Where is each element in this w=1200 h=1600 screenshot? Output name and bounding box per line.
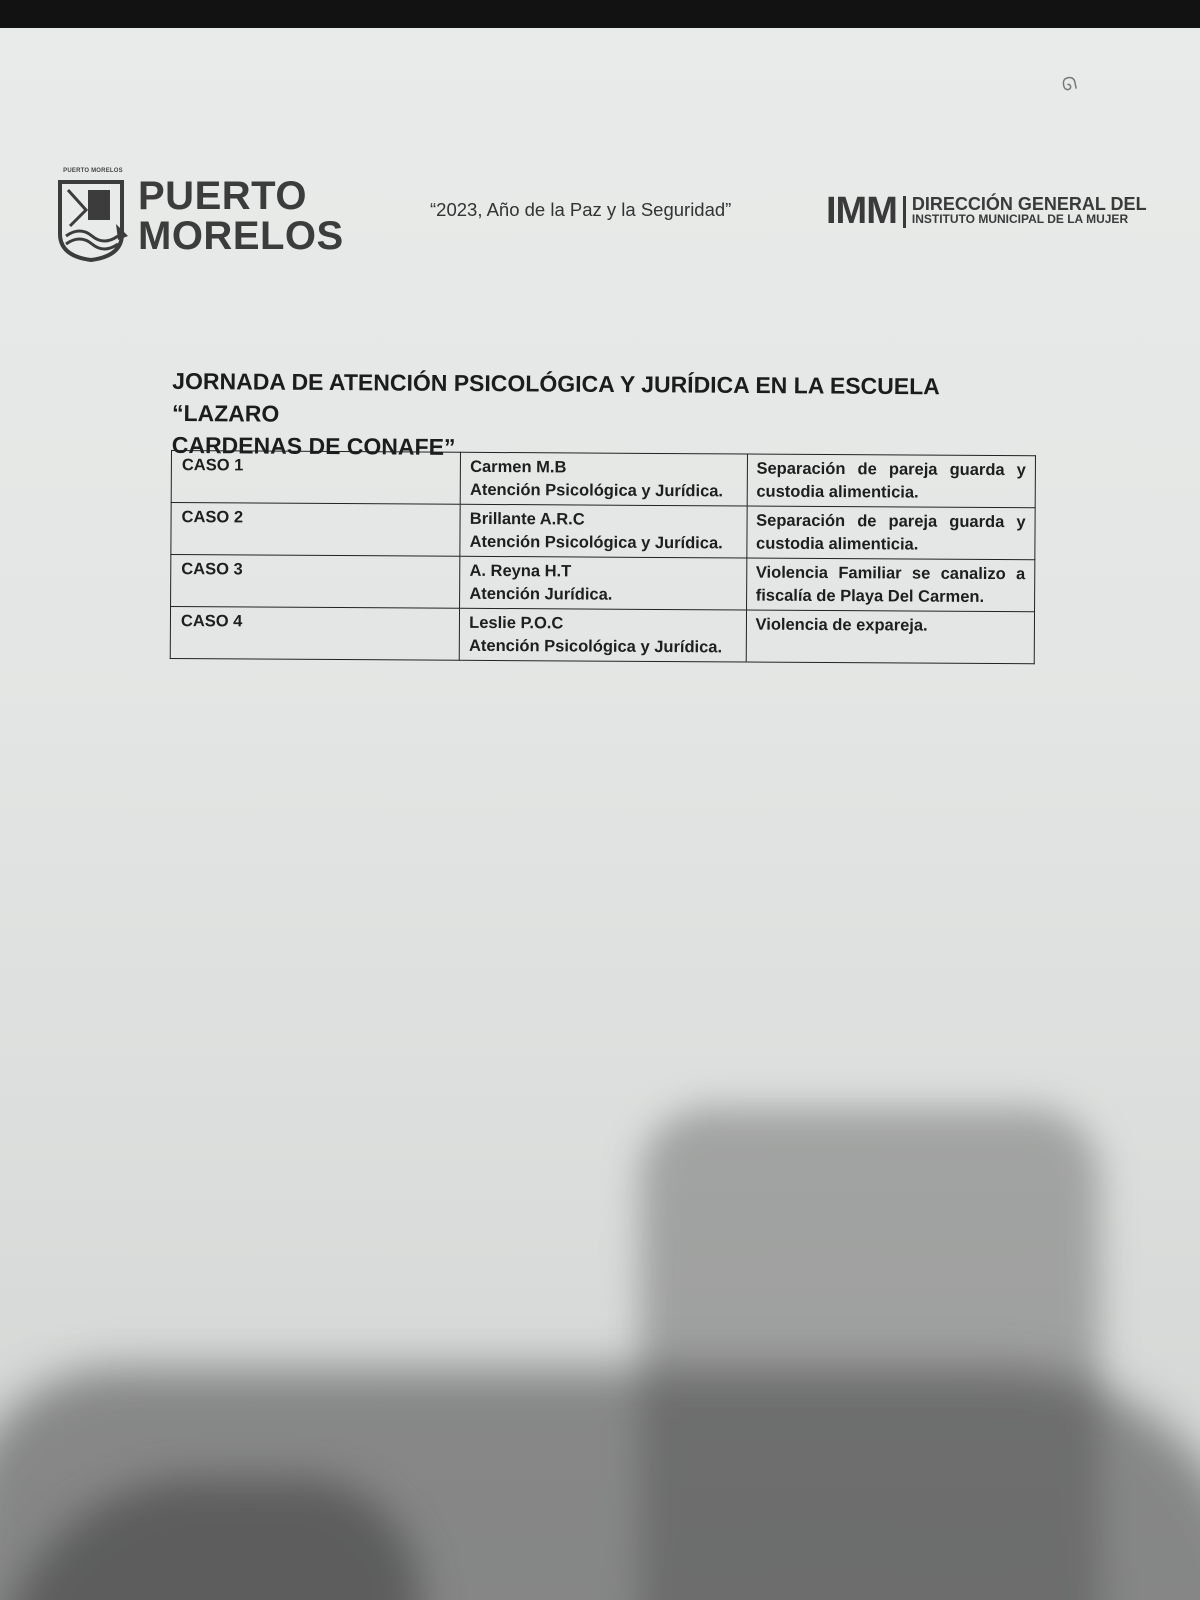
pen-mark: ᘏ xyxy=(1059,72,1079,96)
year-motto: “2023, Año de la Paz y la Seguridad” xyxy=(430,199,732,220)
person-cell xyxy=(460,556,747,610)
case-label: CASO 1 xyxy=(171,451,461,505)
imm-line-2: INSTITUTO MUNICIPAL DE LA MUJER xyxy=(911,211,1129,226)
table-row xyxy=(171,555,1035,612)
person-cell xyxy=(460,504,747,558)
table-row xyxy=(171,451,1035,508)
logo-line-1: PUERTO xyxy=(138,174,307,218)
imm-divider xyxy=(903,196,906,228)
case-label: CASO 3 xyxy=(171,555,461,609)
person-name: Leslie P.O.C xyxy=(469,613,564,633)
case-label: CASO 2 xyxy=(171,503,461,557)
puerto-morelos-logo xyxy=(56,170,344,262)
case-description: Separación de pareja guarda y custodia alimenticia. xyxy=(746,506,1035,560)
imm-name xyxy=(911,193,1147,227)
person-name: A. Reyna H.T xyxy=(469,561,572,581)
crest-icon xyxy=(56,170,130,262)
logo-line-2: MORELOS xyxy=(138,214,344,258)
service-type: Atención Psicológica y Jurídica. xyxy=(468,636,723,657)
logo-wordmark xyxy=(138,176,344,256)
service-type: Atención Psicológica y Jurídica. xyxy=(469,480,724,501)
paper-sheet xyxy=(0,28,1200,1600)
title-line-1: JORNADA DE ATENCIÓN PSICOLÓGICA Y JURÍDICA EN LA ESCUELA “LAZARO xyxy=(171,367,940,427)
person-cell xyxy=(460,452,747,506)
service-type: Atención Psicológica y Jurídica. xyxy=(469,532,723,553)
case-description: Violencia Familiar se canalizo a fiscalía de Playa Del Carmen. xyxy=(746,558,1035,612)
imm-logo xyxy=(826,190,1147,233)
person-cell xyxy=(459,608,746,662)
table-row xyxy=(170,607,1034,664)
imm-acronym: IMM xyxy=(826,190,897,232)
person-name: Brillante A.R.C xyxy=(469,509,585,529)
service-type: Atención Jurídica. xyxy=(469,584,613,604)
crest-caption: PUERTO MORELOS xyxy=(63,168,123,174)
table-row xyxy=(171,503,1035,560)
case-label: CASO 4 xyxy=(170,607,460,661)
title-line-2: CARDENAS DE CONAFE” xyxy=(171,431,456,460)
cases-table xyxy=(170,450,1036,664)
case-description: Violencia de expareja. xyxy=(746,610,1035,664)
case-description: Separación de pareja guarda y custodia alimenticia. xyxy=(747,454,1036,508)
person-name: Carmen M.B xyxy=(470,457,567,477)
imm-line-1: DIRECCIÓN GENERAL DEL xyxy=(911,193,1147,214)
